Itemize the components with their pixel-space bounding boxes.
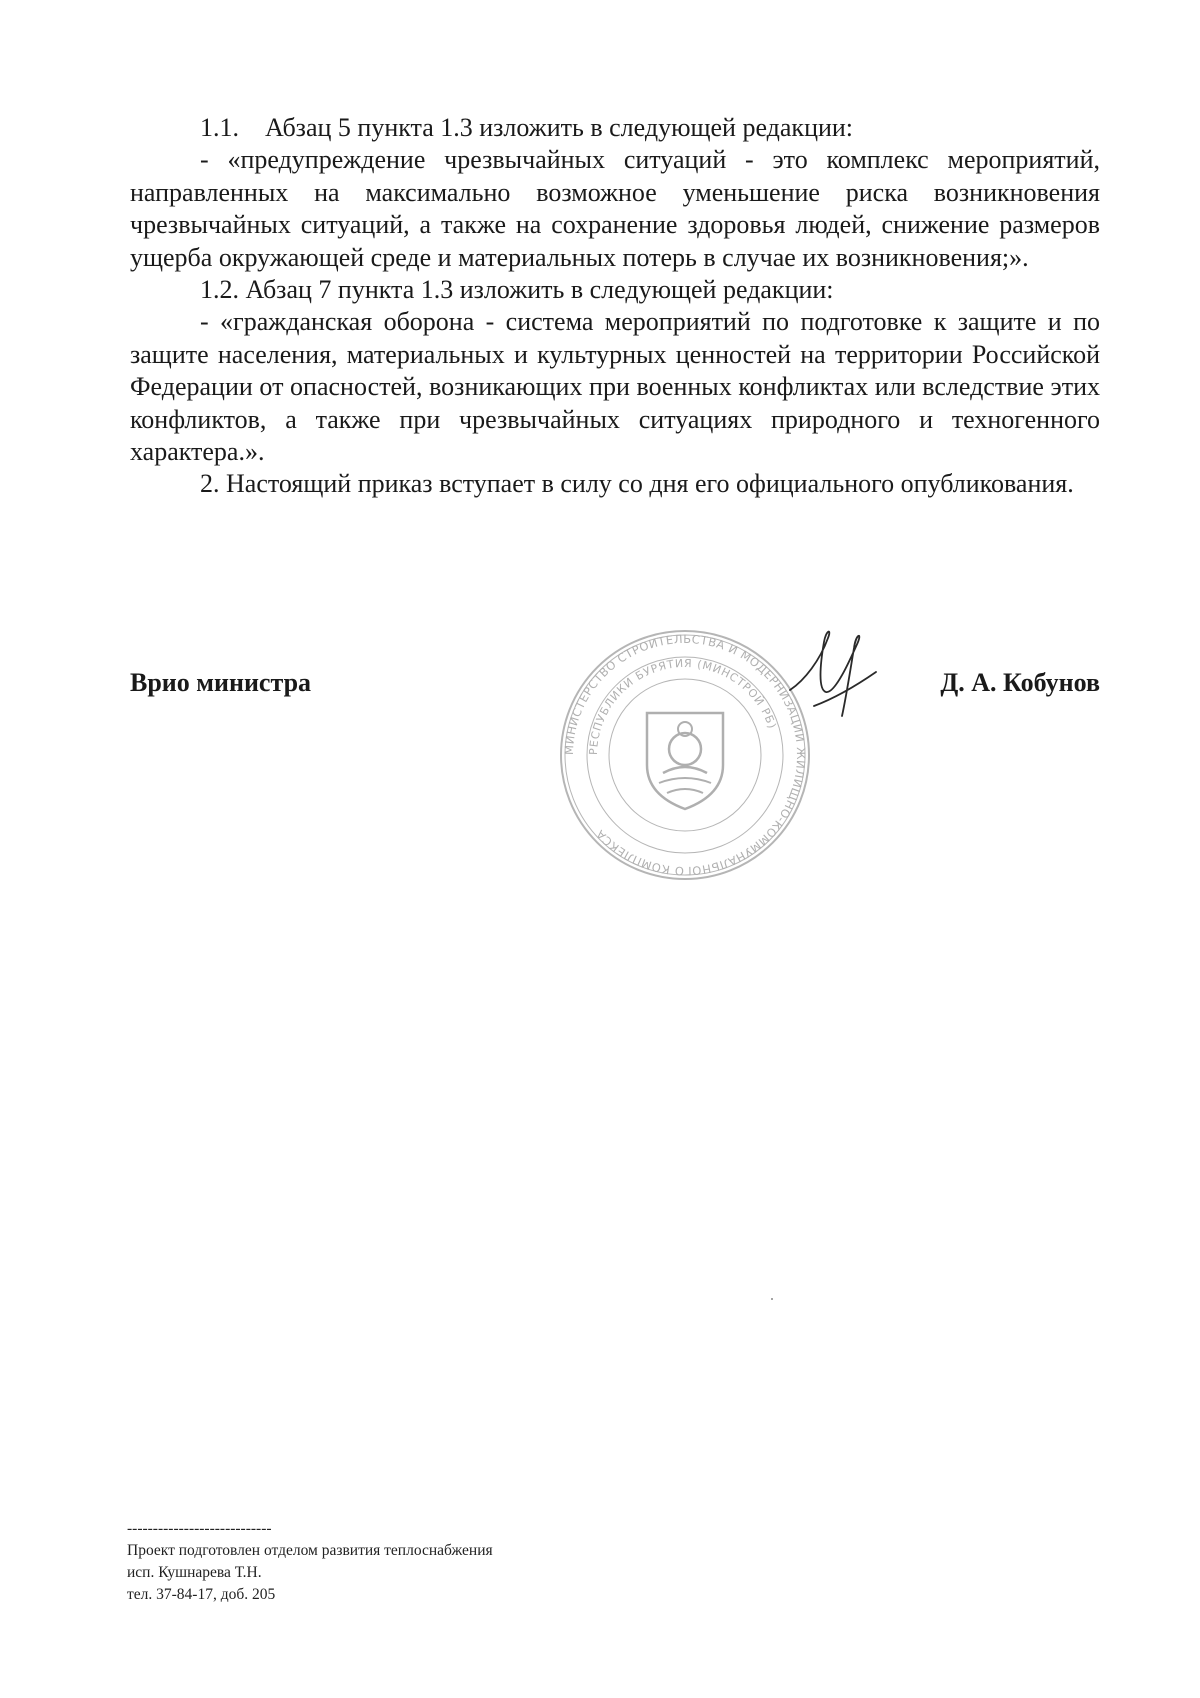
document-body [130,112,1100,501]
footer-separator: ---------------------------- [127,1520,272,1537]
footer-department: Проект подготовлен отделом развития теплоснабжения [127,1542,493,1559]
paragraph-2: 2. Настоящий приказ вступает в силу со дня его официального опубликования. [200,469,1074,499]
seal-emblem [647,713,723,809]
official-seal-icon [555,625,815,885]
paragraph-1-2-text: - «гражданская оборона - система мероприятий по подготовке к защите и по защите населения, материальных и культурных ценностей на территории Российской Федерации от опасностей, возникающих при военных конфликтах или вследствие этих конфликтов, а также при чрезвычайных ситуациях природного и техногенного характера.». [130,307,1100,467]
footer-note [127,1518,493,1606]
seal-outer-text: МИНИСТЕРСТВО СТРОИТЕЛЬСТВА И МОДЕРНИЗАЦИИ ЖИЛИЩНО-КОММУНАЛЬНОГО КОМПЛЕКСА [561,631,809,879]
footer-executor: исп. Кушнарева Т.Н. [127,1564,262,1581]
handwritten-signature-icon [780,620,890,740]
scan-speck [771,1298,773,1300]
paragraph-1-1-text: - «предупреждение чрезвычайных ситуаций - это комплекс мероприятий, направленных на максимально возможное уменьшение риска возникновения чрезвычайных ситуаций, а также на сохранение здоровья людей, снижение размеров ущерба окружающей среде и материальных потерь в случае их возникновения;». [130,145,1100,272]
svg-text:РЕСПУБЛИКИ БУРЯТИЯ (МИНСТРОЙ Р [587,657,779,755]
paragraph-1-2-heading: 1.2. Абзац 7 пункта 1.3 изложить в следующей редакции: [200,275,834,305]
paragraph-1-1-heading: 1.1. Абзац 5 пункта 1.3 изложить в следующей редакции: [200,113,854,142]
signatory-name: Д. А. Кобунов [940,668,1100,697]
footer-phone: тел. 37-84-17, доб. 205 [127,1586,276,1603]
position-title: Врио министра [130,668,312,697]
seal-inner-text: РЕСПУБЛИКИ БУРЯТИЯ (МИНСТРОЙ РБ) [586,656,779,756]
